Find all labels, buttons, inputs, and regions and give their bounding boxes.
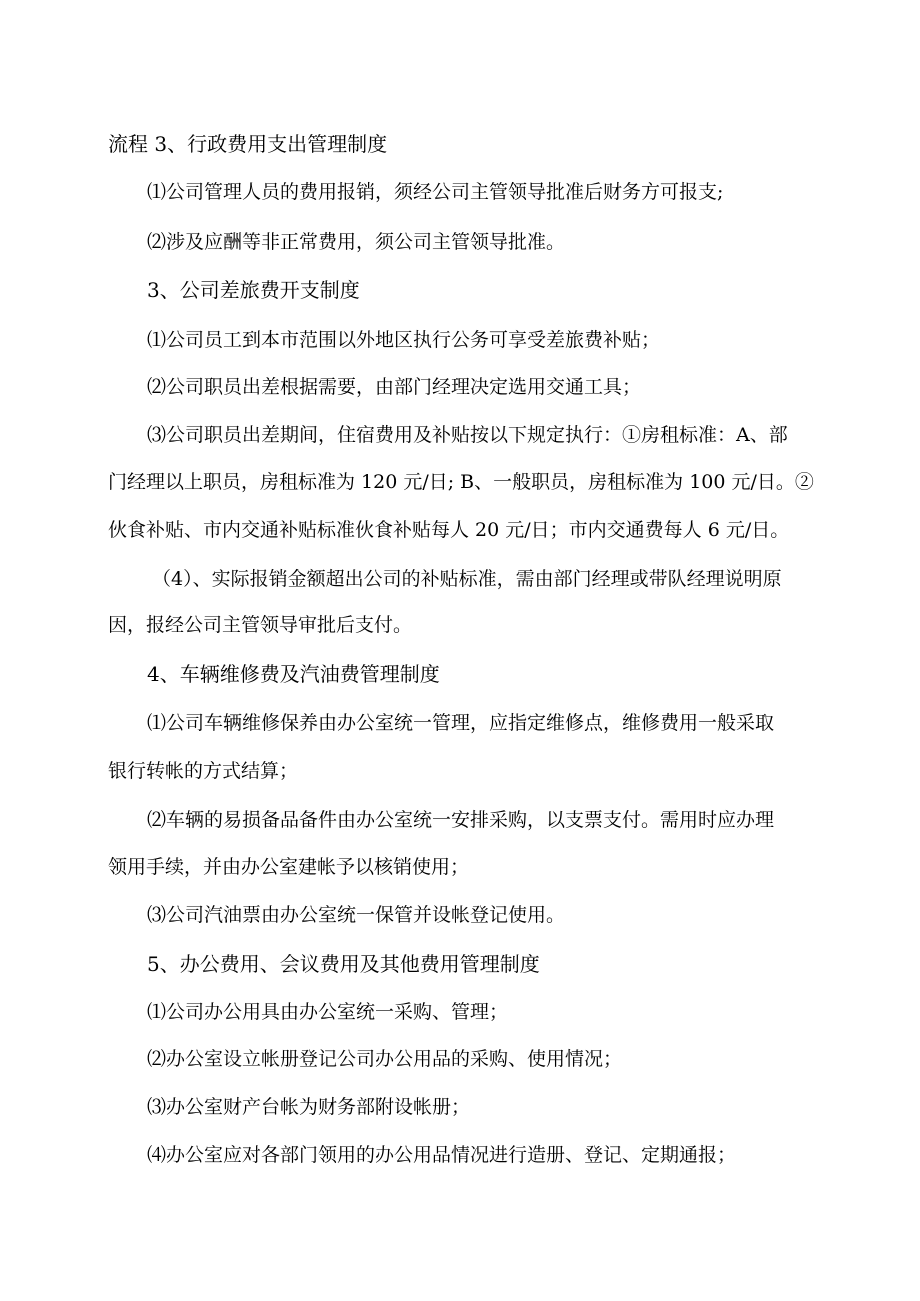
office-item-2: ⑵办公室设立帐册登记公司办公用品的采购、使用情况； [147, 1048, 623, 1070]
travel-item-2: ⑵公司职员出差根据需要，由部门经理决定选用交通工具； [147, 376, 642, 398]
vehicle-item-1-line-1: ⑴公司车辆维修保养由办公室统一管理，应指定维修点，维修费用一般采取 [147, 712, 775, 734]
office-item-4: ⑷办公室应对各部门领用的办公用品情况进行造册、登记、定期通报； [147, 1144, 737, 1166]
office-item-1: ⑴公司办公用具由办公室统一采购、管理； [147, 1001, 509, 1023]
office-item-3: ⑶办公室财产台帐为财务部附设帐册； [147, 1096, 471, 1118]
section3-item-1: ⑴公司管理人员的费用报销，须经公司主管领导批准后财务方可报支; [147, 181, 724, 203]
vehicle-heading: 4、车辆维修费及汽油费管理制度 [147, 662, 440, 686]
travel-item-4-line-2: 因，报经公司主管领导审批后支付。 [108, 614, 413, 636]
section3-item-2: ⑵涉及应酬等非正常费用，须公司主管领导批准。 [147, 231, 566, 253]
travel-heading: 3、公司差旅费开支制度 [147, 278, 360, 302]
office-heading: 5、办公费用、会议费用及其他费用管理制度 [147, 952, 540, 976]
travel-item-3-line-2: 门经理以上职员，房租标准为 120 元/日; B、一般职员，房租标准为 100 元/日。② [108, 471, 814, 493]
vehicle-item-2-line-2: 领用手续，并由办公室建帐予以核销使用； [108, 856, 470, 878]
vehicle-item-1-line-2: 银行转帐的方式结算； [108, 760, 299, 782]
travel-item-3-line-3: 伙食补贴、市内交通补贴标准伙食补贴每人 20 元/日；市内交通费每人 6 元/日。 [108, 519, 790, 541]
travel-item-3-line-1: ⑶公司职员出差期间，住宿费用及补贴按以下规定执行：①房租标准：A、部 [147, 424, 788, 446]
vehicle-item-3: ⑶公司汽油票由办公室统一保管并设帐登记使用。 [147, 904, 566, 926]
vehicle-item-2-line-1: ⑵车辆的易损备品备件由办公室统一安排采购，以支票支付。需用时应办理 [147, 809, 775, 831]
document-title: 流程 3、行政费用支出管理制度 [108, 132, 388, 156]
travel-item-1: ⑴公司员工到本市范围以外地区执行公务可享受差旅费补贴； [147, 329, 661, 351]
travel-item-4-line-1: （4）、实际报销金额超出公司的补贴标准，需由部门经理或带队经理说明原 [152, 568, 782, 590]
